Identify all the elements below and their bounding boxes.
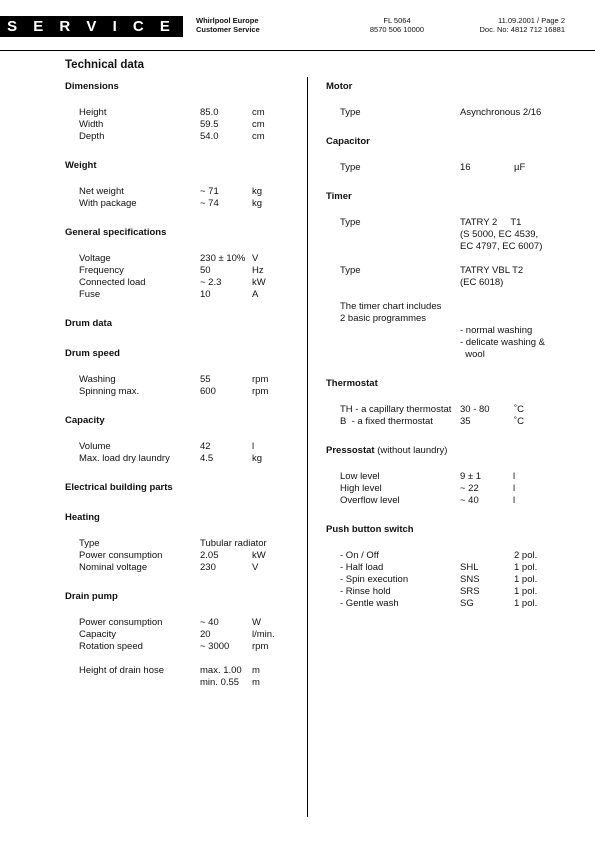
spec-label: Frequency	[79, 265, 124, 276]
page-title: Technical data	[65, 59, 145, 71]
spec-value: 4.5	[200, 453, 214, 464]
spec-value: 50	[200, 265, 211, 276]
spec-label: Washing	[79, 374, 116, 385]
spec-value: 85.0	[200, 107, 219, 118]
spec-value: 55	[200, 374, 211, 385]
section-title: Dimensions	[65, 81, 119, 92]
section-subtitle: (without laundry)	[377, 445, 448, 456]
spec-label: Power consumption	[79, 617, 163, 628]
section-title: Push button switch	[326, 524, 414, 535]
spec-row	[65, 253, 305, 265]
spec-label: Voltage	[79, 253, 111, 264]
spec-value: (EC 6018)	[460, 277, 504, 288]
spec-unit: Hz	[252, 265, 264, 276]
spec-row	[326, 162, 571, 174]
spec-unit: rpm	[252, 374, 269, 385]
section-thermostat	[326, 378, 571, 428]
spec-row	[65, 386, 305, 398]
spec-value: ~ 74	[200, 198, 219, 209]
model-number: 8570 506 10000	[369, 25, 425, 34]
spec-value: ~ 2.3	[200, 277, 222, 288]
spec-row	[326, 471, 571, 483]
spec-unit: 1 pol.	[514, 598, 538, 609]
programme-item: - delicate washing &	[460, 337, 546, 348]
spec-row	[65, 131, 305, 143]
spec-label: TH - a capillary thermostat	[340, 404, 452, 415]
spec-row	[326, 550, 571, 562]
spec-row	[65, 550, 305, 562]
spec-unit: 1 pol.	[514, 574, 538, 585]
spec-row	[65, 562, 305, 574]
spec-row	[326, 586, 571, 598]
section-title: Electrical building parts	[65, 482, 173, 493]
spec-row	[65, 107, 305, 119]
spec-value: ~ 22	[460, 483, 479, 494]
section-heating	[65, 512, 305, 574]
spec-unit: V	[252, 253, 259, 264]
spec-unit: kg	[252, 453, 263, 464]
spec-label: Type	[340, 162, 361, 173]
spec-value: ~ 3000	[200, 641, 230, 652]
row-spacer	[326, 253, 571, 265]
section-general	[65, 227, 305, 301]
section-title: Weight	[65, 160, 97, 171]
spec-label: Power consumption	[79, 550, 163, 561]
spec-unit: kg	[252, 186, 263, 197]
spec-label: High level	[340, 483, 382, 494]
company-dept: Customer Service	[196, 25, 260, 34]
section-timer	[326, 191, 571, 361]
section-pressostat	[326, 445, 571, 507]
spec-row	[326, 404, 571, 416]
spec-value: 30 - 80	[460, 404, 490, 415]
row-spacer	[65, 653, 305, 665]
spec-value: 42	[200, 441, 211, 452]
spec-label: The timer chart includes	[340, 301, 442, 312]
spec-row	[65, 374, 305, 386]
spec-value: TATRY VBL T2	[460, 265, 524, 276]
spec-row	[65, 641, 305, 653]
spec-row	[65, 665, 305, 677]
model-name: FL 5064	[383, 16, 411, 25]
spec-row	[65, 677, 305, 689]
spec-row	[326, 241, 571, 253]
section-title: Drum speed	[65, 348, 120, 359]
spec-value: 230 ± 10%	[200, 253, 246, 264]
spec-label: - Rinse hold	[340, 586, 391, 597]
spec-row	[65, 119, 305, 131]
spec-label: Height	[79, 107, 107, 118]
spec-row	[326, 301, 571, 313]
section-weight	[65, 160, 305, 210]
section-title: Thermostat	[326, 378, 378, 389]
spec-row	[326, 229, 571, 241]
spec-value: max. 1.00	[200, 665, 242, 676]
spec-row	[65, 453, 305, 465]
spec-row	[65, 441, 305, 453]
right-column	[326, 81, 571, 627]
spec-row	[65, 198, 305, 210]
spec-unit: µF	[514, 162, 526, 173]
spec-row	[326, 217, 571, 229]
section-title: Heating	[65, 512, 100, 523]
section-drain-pump	[65, 591, 305, 689]
spec-label: Type	[340, 217, 361, 228]
spec-unit: A	[252, 289, 259, 300]
spec-unit: l	[513, 495, 516, 506]
spec-label: Max. load dry laundry	[79, 453, 170, 464]
date-page: 11.09.2001 / Page 2	[497, 16, 565, 25]
spec-unit: l	[252, 441, 255, 452]
doc-block	[480, 16, 565, 34]
spec-row	[65, 186, 305, 198]
section-title: Timer	[326, 191, 352, 202]
spec-row	[326, 313, 571, 325]
section-electrical	[65, 482, 305, 494]
section-capacity	[65, 415, 305, 465]
spec-unit: rpm	[252, 386, 269, 397]
section-title: General specifications	[65, 227, 167, 238]
spec-unit: l	[513, 471, 516, 482]
spec-label: Type	[340, 107, 361, 118]
spec-value: 54.0	[200, 131, 219, 142]
spec-row	[65, 538, 305, 550]
section-motor	[326, 81, 571, 119]
spec-row	[326, 562, 571, 574]
section-capacitor	[326, 136, 571, 174]
page-header	[0, 13, 595, 41]
spec-value: ~ 40	[460, 495, 479, 506]
programme-item: wool	[460, 349, 485, 360]
spec-value: Asynchronous 2/16	[460, 107, 542, 118]
spec-row	[65, 617, 305, 629]
spec-label: - Gentle wash	[340, 598, 399, 609]
spec-row	[65, 265, 305, 277]
spec-unit: l	[513, 483, 516, 494]
spec-unit: ˚C	[514, 404, 525, 415]
spec-unit: l/min.	[252, 629, 275, 640]
section-title: Drum data	[65, 318, 112, 329]
spec-label: Capacity	[79, 629, 116, 640]
spec-unit: V	[252, 562, 259, 573]
programme-item: - normal washing	[460, 325, 533, 336]
spec-label: Nominal voltage	[79, 562, 148, 573]
spec-value: SNS	[460, 574, 480, 585]
spec-row	[326, 265, 571, 277]
spec-row	[326, 349, 571, 361]
spec-unit: cm	[252, 107, 265, 118]
spec-value: 16	[460, 162, 471, 173]
spec-label: Fuse	[79, 289, 101, 300]
left-column	[65, 81, 305, 706]
spec-unit: kW	[252, 277, 266, 288]
spec-value: (S 5000, EC 4539,	[460, 229, 539, 240]
spec-row	[65, 289, 305, 301]
spec-value: 10	[200, 289, 211, 300]
spec-label: - On / Off	[340, 550, 379, 561]
spec-row	[65, 277, 305, 289]
spec-value: TATRY 2 T1	[460, 217, 522, 228]
company-name: Whirlpool Europe	[196, 16, 259, 25]
spec-unit: cm	[252, 131, 265, 142]
row-spacer	[326, 289, 571, 301]
spec-unit: rpm	[252, 641, 269, 652]
spec-label: With package	[79, 198, 137, 209]
spec-value: 600	[200, 386, 216, 397]
section-drum-data	[65, 318, 305, 330]
section-drum-speed	[65, 348, 305, 398]
spec-row	[326, 483, 571, 495]
spec-value: SHL	[460, 562, 479, 573]
spec-value: SRS	[460, 586, 480, 597]
spec-label: Depth	[79, 131, 105, 142]
spec-value: 59.5	[200, 119, 219, 130]
spec-row	[65, 629, 305, 641]
section-title: Drain pump	[65, 591, 118, 602]
spec-label: B - a fixed thermostat	[340, 416, 433, 427]
company-block	[196, 16, 260, 34]
spec-unit: kW	[252, 550, 266, 561]
spec-label: Overflow level	[340, 495, 400, 506]
spec-unit: m	[252, 665, 260, 676]
spec-unit: 2 pol.	[514, 550, 538, 561]
spec-label: Low level	[340, 471, 380, 482]
spec-label: Net weight	[79, 186, 124, 197]
spec-row	[326, 277, 571, 289]
section-title: Motor	[326, 81, 353, 92]
column-divider	[307, 77, 308, 817]
spec-label: - Spin execution	[340, 574, 409, 585]
spec-label: - Half load	[340, 562, 384, 573]
section-dimensions	[65, 81, 305, 143]
spec-value: EC 4797, EC 6007)	[460, 241, 543, 252]
spec-label: Rotation speed	[79, 641, 143, 652]
spec-unit: 1 pol.	[514, 586, 538, 597]
spec-label: Volume	[79, 441, 111, 452]
model-block	[348, 16, 446, 34]
spec-row	[326, 574, 571, 586]
spec-label: Connected load	[79, 277, 146, 288]
spec-value: ~ 71	[200, 186, 219, 197]
spec-value: Tubular radiator	[200, 538, 267, 549]
spec-row	[326, 325, 571, 337]
spec-value: 230	[200, 562, 216, 573]
header-rule	[0, 50, 595, 51]
spec-unit: cm	[252, 119, 265, 130]
spec-label: 2 basic programmes	[340, 313, 427, 324]
spec-label: Type	[340, 265, 361, 276]
spec-row	[326, 107, 571, 119]
spec-value: 9 ± 1	[460, 471, 482, 482]
section-title	[326, 445, 571, 457]
spec-row	[326, 416, 571, 428]
service-label: S E R V I C E	[0, 16, 183, 37]
spec-unit: ˚C	[514, 416, 525, 427]
section-title: Capacitor	[326, 136, 370, 147]
spec-row	[326, 598, 571, 610]
spec-value: 35	[460, 416, 471, 427]
spec-row	[326, 337, 571, 349]
spec-label: Spinning max.	[79, 386, 140, 397]
spec-value: ~ 40	[200, 617, 219, 628]
section-title-main: Pressostat	[326, 445, 375, 456]
doc-number: Doc. No: 4812 712 16881	[479, 25, 565, 34]
spec-unit: kg	[252, 198, 263, 209]
section-push-button	[326, 524, 571, 610]
spec-unit: W	[252, 617, 261, 628]
spec-value: 2.05	[200, 550, 219, 561]
spec-row	[326, 495, 571, 507]
spec-unit: 1 pol.	[514, 562, 538, 573]
spec-value: min. 0.55	[200, 677, 240, 688]
spec-value: SG	[460, 598, 474, 609]
spec-label: Height of drain hose	[79, 665, 165, 676]
section-title: Capacity	[65, 415, 105, 426]
spec-label: Width	[79, 119, 104, 130]
spec-label: Type	[79, 538, 100, 549]
spec-value: 20	[200, 629, 211, 640]
spec-unit: m	[252, 677, 260, 688]
